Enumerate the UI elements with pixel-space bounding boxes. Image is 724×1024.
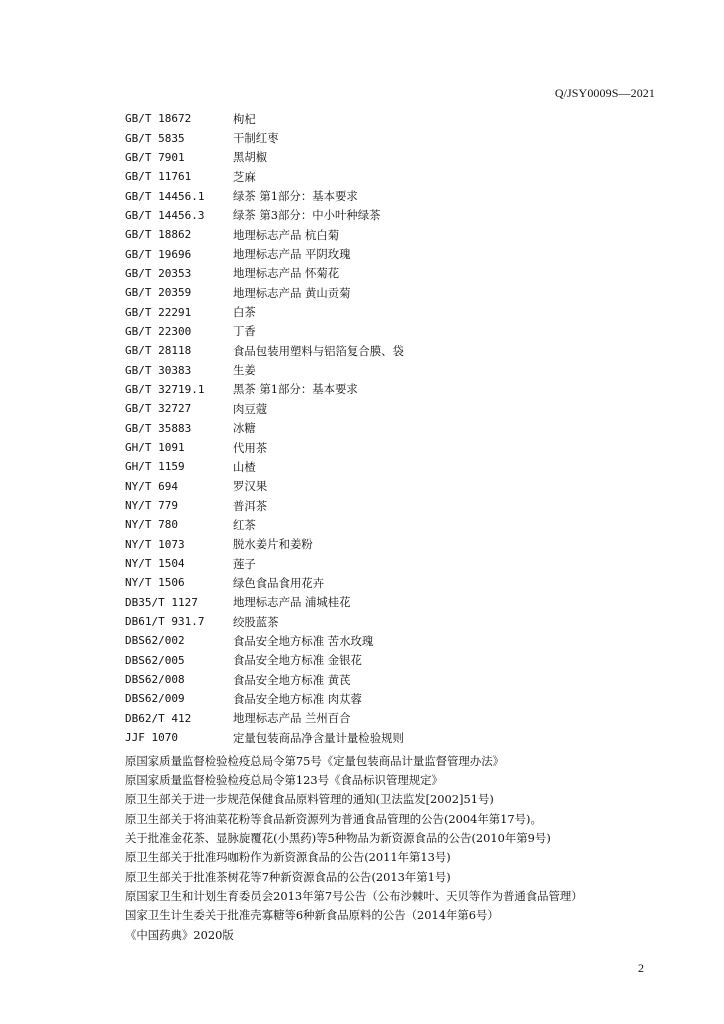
standard-row <box>125 399 665 418</box>
regulation-item: 原卫生部关于将油菜花粉等食品新资源列为普通食品管理的公告(2004年第17号)。 <box>125 811 542 826</box>
standard-title: 山楂 <box>233 459 256 474</box>
regulation-item: 原国家质量监督检验检疫总局令第75号《定量包装商品计量监督管理办法》 <box>125 753 504 768</box>
standard-title: 食品安全地方标准 黄芪 <box>233 672 351 687</box>
standard-row <box>125 225 665 244</box>
standard-code: GB/T 30383 <box>125 363 192 377</box>
standard-title: 绿茶 第1部分：基本要求 <box>233 189 358 204</box>
standard-row <box>125 322 665 341</box>
standard-code: GB/T 32719.1 <box>125 382 205 396</box>
standard-row <box>125 302 665 321</box>
standard-row <box>125 438 665 457</box>
standard-row <box>125 360 665 379</box>
standard-title: 普洱茶 <box>233 498 268 513</box>
standard-row <box>125 554 665 573</box>
standard-title: 肉豆蔻 <box>233 401 268 416</box>
regulation-item: 关于批准金花茶、显脉旋覆花(小黑药)等5种物品为新资源食品的公告(2010年第9号) <box>125 831 551 846</box>
standard-code: JJF 1070 <box>125 731 178 745</box>
standard-code: NY/T 694 <box>125 479 178 493</box>
standard-code: GB/T 14456.1 <box>125 189 205 203</box>
standard-row <box>125 573 665 592</box>
page-number: 2 <box>638 961 644 975</box>
standard-code: NY/T 1506 <box>125 576 185 590</box>
standard-code: DB62/T 412 <box>125 711 192 725</box>
standard-row <box>125 148 665 167</box>
standard-title: 地理标志产品 平阴玫瑰 <box>233 247 351 262</box>
standard-row <box>125 167 665 186</box>
standard-title: 黑茶 第1部分：基本要求 <box>233 382 358 397</box>
regulation-item: 原卫生部关于批准茶树花等7种新资源食品的公告(2013年第1号) <box>125 869 451 884</box>
standard-title: 食品安全地方标准 金银花 <box>233 653 362 668</box>
standard-row <box>125 535 665 554</box>
standard-row <box>125 341 665 360</box>
standard-title: 绞股蓝茶 <box>233 614 279 629</box>
standard-code: GB/T 11761 <box>125 170 192 184</box>
regulation-item: 原卫生部关于批准玛咖粉作为新资源食品的公告(2011年第13号) <box>125 850 451 865</box>
standard-row <box>125 612 665 631</box>
document-code: Q/JSY0009S—2021 <box>554 86 655 100</box>
standard-title: 红茶 <box>233 517 256 532</box>
standard-row <box>125 283 665 302</box>
standard-title: 罗汉果 <box>233 479 268 494</box>
standard-title: 食品包装用塑料与铝箔复合膜、袋 <box>233 343 404 358</box>
regulation-item: 原卫生部关于进一步规范保健食品原料管理的通知(卫法监发[2002]51号) <box>125 792 494 807</box>
standard-row <box>125 728 665 747</box>
standard-row <box>125 419 665 438</box>
standard-title: 地理标志产品 杭白菊 <box>233 227 340 242</box>
standard-code: GB/T 20359 <box>125 286 192 300</box>
standard-title: 地理标志产品 怀菊花 <box>233 266 340 281</box>
standard-row <box>125 651 665 670</box>
standard-title: 脱水姜片和姜粉 <box>233 537 313 552</box>
standard-row <box>125 477 665 496</box>
standard-row <box>125 457 665 476</box>
standard-title: 食品安全地方标准 苦水玫瑰 <box>233 633 374 648</box>
standard-code: NY/T 1073 <box>125 537 185 551</box>
standard-code: DBS62/008 <box>125 673 185 687</box>
standard-title: 定量包装商品净含量计量检验规则 <box>233 730 404 745</box>
standard-title: 生姜 <box>233 363 256 378</box>
standard-code: NY/T 1504 <box>125 557 185 571</box>
standard-row <box>125 244 665 263</box>
standard-row <box>125 631 665 650</box>
standard-row <box>125 186 665 205</box>
standard-code: DBS62/002 <box>125 634 185 648</box>
standard-code: DBS62/005 <box>125 653 185 667</box>
standard-code: GB/T 18862 <box>125 228 192 242</box>
standard-row <box>125 515 665 534</box>
standard-row <box>125 593 665 612</box>
standard-title: 地理标志产品 黄山贡菊 <box>233 285 351 300</box>
standard-title: 绿色食品食用花卉 <box>233 575 325 590</box>
normative-references-list <box>125 109 665 747</box>
standard-title: 枸杞 <box>233 111 256 126</box>
standard-row <box>125 670 665 689</box>
standard-code: GB/T 14456.3 <box>125 208 205 222</box>
regulation-item: 原国家质量监督检验检疫总局令第123号《食品标识管理规定》 <box>125 773 443 788</box>
standard-code: GB/T 20353 <box>125 266 192 280</box>
standard-title: 冰糖 <box>233 421 256 436</box>
standard-title: 食品安全地方标准 肉苁蓉 <box>233 691 362 706</box>
standard-title: 地理标志产品 兰州百合 <box>233 711 351 726</box>
standard-row <box>125 380 665 399</box>
standard-row <box>125 128 665 147</box>
regulatory-documents-list <box>125 751 685 944</box>
standard-code: GB/T 18672 <box>125 112 192 126</box>
standard-code: DB61/T 931.7 <box>125 615 205 629</box>
standard-title: 丁香 <box>233 324 256 339</box>
standard-title: 绿茶 第3部分：中小叶种绿茶 <box>233 208 381 223</box>
standard-title: 芝麻 <box>233 169 256 184</box>
standard-code: GB/T 32727 <box>125 402 192 416</box>
standard-code: DBS62/009 <box>125 692 185 706</box>
standard-row <box>125 206 665 225</box>
standard-code: GB/T 19696 <box>125 247 192 261</box>
regulation-item: 国家卫生计生委关于批准壳寡糖等6种新食品原料的公告（2014年第6号） <box>125 908 499 923</box>
standard-code: DB35/T 1127 <box>125 595 198 609</box>
standard-row <box>125 689 665 708</box>
standard-code: NY/T 780 <box>125 518 178 532</box>
regulation-item: 原国家卫生和计划生育委员会2013年第7号公告（公布沙棘叶、天贝等作为普通食品管理） <box>125 889 583 904</box>
standard-title: 黑胡椒 <box>233 150 268 165</box>
standard-code: GB/T 35883 <box>125 421 192 435</box>
regulation-item: 《中国药典》2020版 <box>125 927 234 942</box>
standard-title: 代用茶 <box>233 440 268 455</box>
standard-code: GB/T 7901 <box>125 150 185 164</box>
standard-row <box>125 264 665 283</box>
standard-title: 白茶 <box>233 305 256 320</box>
standard-code: NY/T 779 <box>125 499 178 513</box>
standard-title: 地理标志产品 浦城桂花 <box>233 595 351 610</box>
standard-title: 干制红枣 <box>233 131 279 146</box>
standard-code: GB/T 28118 <box>125 344 192 358</box>
standard-title: 莲子 <box>233 556 256 571</box>
standard-code: GH/T 1091 <box>125 441 185 455</box>
standard-row <box>125 109 665 128</box>
standard-row <box>125 709 665 728</box>
standard-code: GB/T 22300 <box>125 324 192 338</box>
standard-code: GB/T 5835 <box>125 131 185 145</box>
standard-code: GB/T 22291 <box>125 305 192 319</box>
standard-row <box>125 496 665 515</box>
standard-code: GH/T 1159 <box>125 460 185 474</box>
